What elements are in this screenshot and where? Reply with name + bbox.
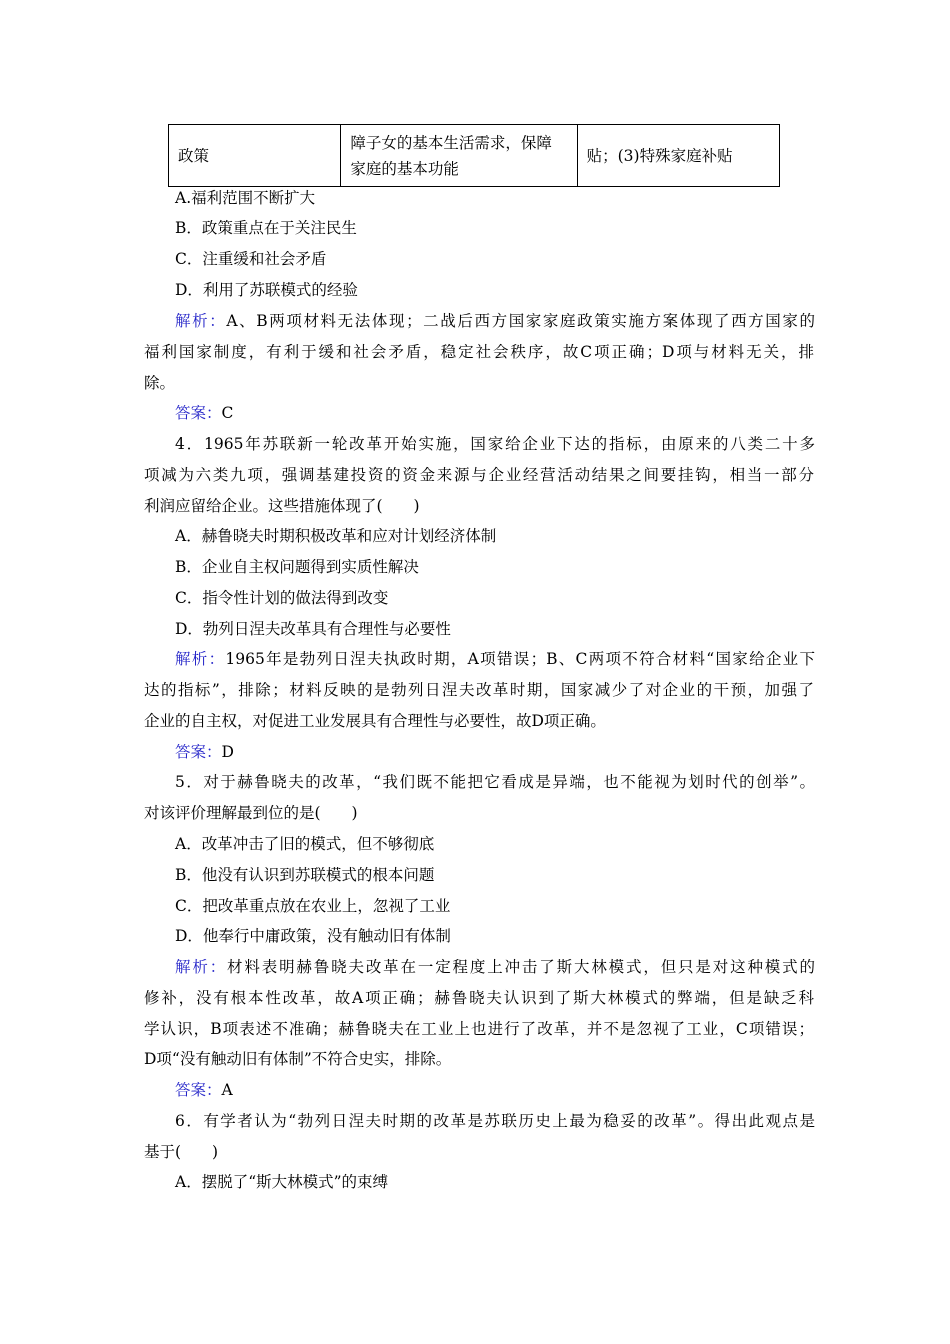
cell-text: 贴；(3)特殊家庭补贴 [586, 146, 733, 165]
answer-label: 答案： [175, 404, 222, 422]
analysis-label: 解析： [175, 650, 226, 668]
analysis-text: A、B两项材料无法体现；二战后西方国家家庭政策实施方案体现了西方国家的 [226, 312, 815, 330]
q4-option-b: B．企业自主权问题得到实质性解决 [175, 558, 419, 576]
q4-analysis-line-3: 企业的自主权，对促进工业发展具有合理性与必要性，故D项正确。 [144, 712, 606, 730]
q4-stem-line-1: 4．1965年苏联新一轮改革开始实施，国家给企业下达的指标，由原来的八类二十多 [175, 435, 815, 453]
q4-option-d: D．勃列日涅夫改革具有合理性与必要性 [175, 620, 451, 638]
q5-option-a: A．改革冲击了旧的模式，但不够彻底 [175, 835, 435, 853]
q5-analysis-line-2: 修补，没有根本性改革，故A项正确；赫鲁晓夫认识到了斯大林模式的弊端，但是缺乏科 [144, 989, 814, 1007]
answer-value: A [221, 1081, 233, 1099]
table-cell-policy [169, 125, 341, 187]
q3-option-c: C．注重缓和社会矛盾 [175, 250, 327, 268]
answer-label: 答案： [175, 1081, 222, 1099]
q4-stem-line-3: 利润应留给企业。这些措施体现了( ) [144, 497, 420, 515]
q4-option-c: C．指令性计划的做法得到改变 [175, 589, 389, 607]
q3-option-a: A.福利范围不断扩大 [175, 189, 316, 207]
q3-option-d: D．利用了苏联模式的经验 [175, 281, 358, 299]
q6-stem-line-2: 基于( ) [144, 1143, 219, 1161]
q3-analysis-line-2: 福利国家制度，有利于缓和社会矛盾，稳定社会秩序，故C项正确；D项与材料无关，排 [144, 343, 814, 361]
table-row [169, 125, 780, 187]
answer-label: 答案： [175, 743, 222, 761]
policy-table [168, 124, 780, 187]
q5-stem-line-1: 5．对于赫鲁晓夫的改革，“我们既不能把它看成是异端，也不能视为划时代的创举”。 [175, 773, 815, 791]
q5-answer [175, 1075, 815, 1106]
q4-analysis-line-2: 达的指标”，排除；材料反映的是勃列日涅夫改革时期，国家减少了对企业的干预，加强了 [144, 681, 814, 699]
cell-text: 政策 [178, 146, 210, 165]
cell-text-line: 家庭的基本功能 [350, 159, 459, 178]
table-cell-subsidy [577, 125, 779, 187]
q5-option-c: C．把改革重点放在农业上，忽视了工业 [175, 897, 451, 915]
answer-value: D [221, 743, 234, 761]
q5-analysis-line-4: D项“没有触动旧有体制”不符合史实，排除。 [144, 1050, 452, 1068]
analysis-label: 解析： [175, 958, 228, 976]
q4-option-a: A．赫鲁晓夫时期积极改革和应对计划经济体制 [175, 527, 497, 545]
q4-analysis-line-1 [175, 644, 815, 675]
q3-option-b: B．政策重点在于关注民生 [175, 219, 357, 237]
analysis-text: 1965年是勃列日涅夫执政时期，A项错误；B、C两项不符合材料“国家给企业下 [225, 650, 815, 668]
q5-stem-line-2: 对该评价理解最到位的是( ) [144, 804, 358, 822]
q5-option-b: B．他没有认识到苏联模式的根本问题 [175, 866, 435, 884]
q4-answer [175, 737, 815, 768]
q6-stem-line-1: 6．有学者认为“勃列日涅夫时期的改革是苏联历史上最为稳妥的改革”。得出此观点是 [175, 1112, 815, 1130]
answer-value: C [221, 404, 234, 422]
q4-stem-line-2: 项减为六类九项，强调基建投资的资金来源与企业经营活动结果之间要挂钩，相当一部分 [144, 466, 814, 484]
analysis-text: 材料表明赫鲁晓夫改革在一定程度上冲击了斯大林模式，但只是对这种模式的 [227, 958, 815, 976]
q3-analysis-line-3: 除。 [144, 374, 176, 392]
q5-option-d: D．他奉行中庸政策，没有触动旧有体制 [175, 927, 451, 945]
q5-analysis-line-3: 学认识，B项表述不准确；赫鲁晓夫在工业上也进行了改革，并不是忽视了工业，C项错误； [144, 1020, 814, 1038]
cell-text-line: 障子女的基本生活需求，保障 [350, 133, 552, 152]
q3-analysis-line-1 [175, 306, 815, 337]
q3-answer [175, 398, 815, 429]
analysis-label: 解析： [175, 312, 227, 330]
q5-analysis-line-1 [175, 952, 815, 983]
table-cell-description [341, 125, 577, 187]
q6-option-a: A．摆脱了“斯大林模式”的束缚 [175, 1173, 389, 1191]
